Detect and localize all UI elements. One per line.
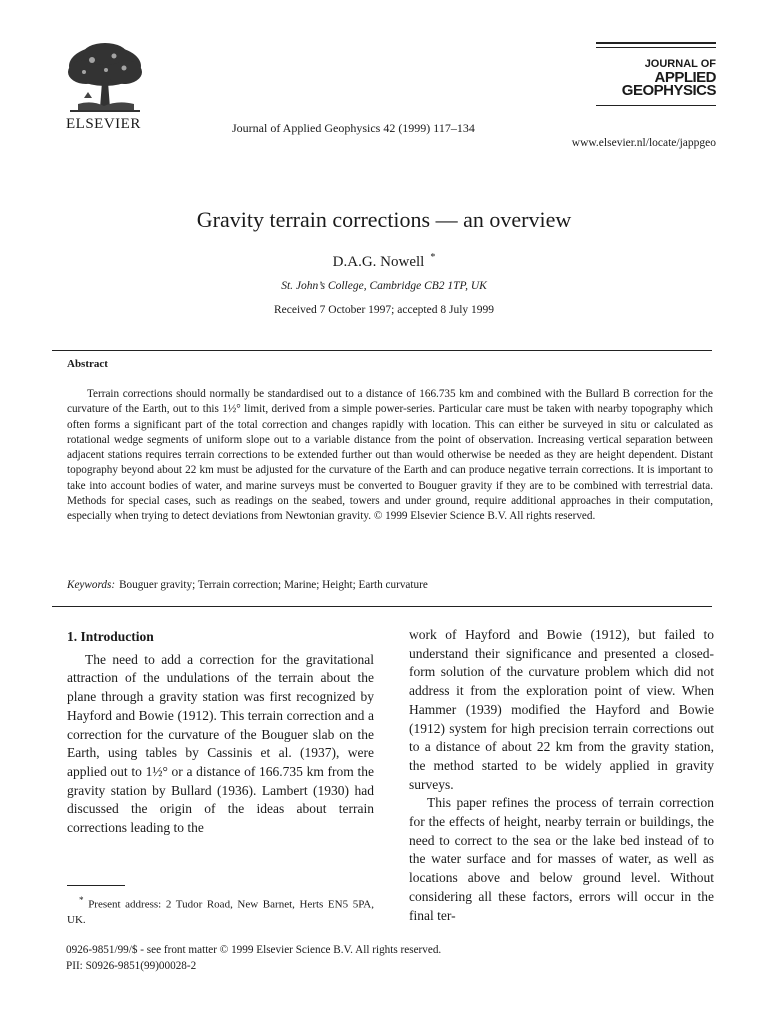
journal-name-line3: GEOPHYSICS bbox=[621, 82, 716, 99]
pii-line: PII: S0926-9851(99)00028-2 bbox=[66, 959, 197, 972]
abstract-top-rule bbox=[52, 350, 712, 351]
received-dates: Received 7 October 1997; accepted 8 July 1999 bbox=[273, 304, 495, 316]
brand-rule-second bbox=[596, 47, 716, 48]
keywords-text: Bouguer gravity; Terrain correction; Marine; Height; Earth curvature bbox=[119, 579, 428, 591]
author-affiliation: St. John’s College, Cambridge CB2 1TP, UK bbox=[281, 280, 487, 292]
abstract-text bbox=[67, 387, 713, 525]
author-name: D.A.G. Nowell bbox=[332, 254, 425, 270]
article-author bbox=[0, 252, 768, 271]
brand-rule-bottom bbox=[596, 105, 716, 106]
elsevier-tree-logo bbox=[62, 42, 148, 118]
journal-name-line2: APPLIED bbox=[654, 69, 716, 86]
journal-brand bbox=[596, 42, 716, 106]
publisher-name: ELSEVIER bbox=[66, 116, 141, 132]
abstract-fraction: ½ bbox=[227, 403, 237, 416]
copyright-line: 0926-9851/99/$ - see front matter © 1999 Elsevier Science B.V. All rights reserved. bbox=[66, 944, 442, 956]
section-heading: 1. Introduction bbox=[67, 629, 154, 644]
journal-citation: Journal of Applied Geophysics 42 (1999) 117–134 bbox=[232, 121, 475, 135]
copyright-footer bbox=[66, 943, 441, 974]
left-paragraph-part1: The need to add a correction for the gravitational attraction of the undulations of the terrain about the plane through a gravity station was first recognized by Hayford and Bowie (1912). This terrain correction and a correction for the curvature of the Bouguer slab on the Earth, using tables by Cassinis et al. (1937), were applied out to 1 bbox=[67, 651, 374, 779]
abstract-text-part2: ° limit, derived from a simple power-series. Particular care must be taken with nearby topography which often forms a significant part of the total correction and changes rapidly with location. This can either be surveyed in situ or calculated as rotational wedge segments of uniform slope out to a variable distance from the point of observation. Increasing vertical separation between adjacent stations requires terrain corrections to be extended further out than would otherwise be needed as they are height dependent. Distant topography beyond about 22 km must be adjusted for the curvature of the Earth and can produce negative terrain corrections. It is important to take into account bodies of water, and marine surveys must be converted to Bouguer gravity if they are to be combined with terrestrial data. Methods for special cases, such as readings on the seabed, towers and under ground, require additional approaches in their computation, especially when trying to detect deviations from Newtonian gravity. © 1999 Elsevier Science B.V. All rights reserved. bbox=[67, 403, 713, 523]
footnote-mark: * bbox=[79, 895, 84, 905]
keywords-label: Keywords: bbox=[67, 579, 116, 591]
left-column bbox=[67, 628, 374, 838]
left-paragraph bbox=[67, 651, 374, 838]
body-top-rule bbox=[52, 606, 712, 607]
keywords bbox=[67, 579, 428, 591]
journal-name-line1: JOURNAL OF bbox=[644, 58, 716, 70]
abstract-heading: Abstract bbox=[67, 358, 108, 370]
footnote-text: Present address: 2 Tudor Road, New Barnet, Herts EN5 5PA, UK. bbox=[67, 898, 374, 926]
footnote bbox=[67, 893, 374, 928]
right-paragraph-2: This paper refines the process of terrain correction for the effects of height, nearby terrain or buildings, the need to correct to the sea or the lake bed instead of to the water surface and for masses of water, as well as locations above and below ground level. Without considering all these factors, errors will occur in the final ter- bbox=[409, 795, 714, 923]
journal-url[interactable]: www.elsevier.nl/locate/jappgeo bbox=[571, 137, 716, 149]
journal-name bbox=[596, 58, 716, 97]
author-footnote-mark[interactable]: * bbox=[430, 252, 436, 263]
left-paragraph-fraction: ½ bbox=[152, 763, 163, 779]
footnote-rule bbox=[67, 885, 125, 886]
brand-rule-top bbox=[596, 42, 716, 44]
article-title: Gravity terrain corrections — an overview bbox=[196, 207, 572, 232]
abstract-text-part1: Terrain corrections should normally be standardised out to a distance of 166.735 km and combined with the Bullard B correction for the curvature of the Earth, out to this 1 bbox=[67, 388, 713, 416]
left-paragraph-part2: ° or a distance of 166.735 km from the gravity station by Bullard (1936). Lambert (1930) had discussed the origin of the ideas about terrain corrections leading to the bbox=[67, 763, 374, 836]
right-column bbox=[409, 626, 714, 925]
right-paragraph-1: work of Hayford and Bowie (1912), but failed to understand their significance and presented a closed-form solution of the curvature problem which did not address it from the exploration point of view. When Hammer (1939) modified the Hayford and Bowie (1912) system for high precision terrain corrections out to a distance of about 22 km from the gravity station, the method started to be widely applied in gravity surveys. bbox=[409, 627, 714, 792]
